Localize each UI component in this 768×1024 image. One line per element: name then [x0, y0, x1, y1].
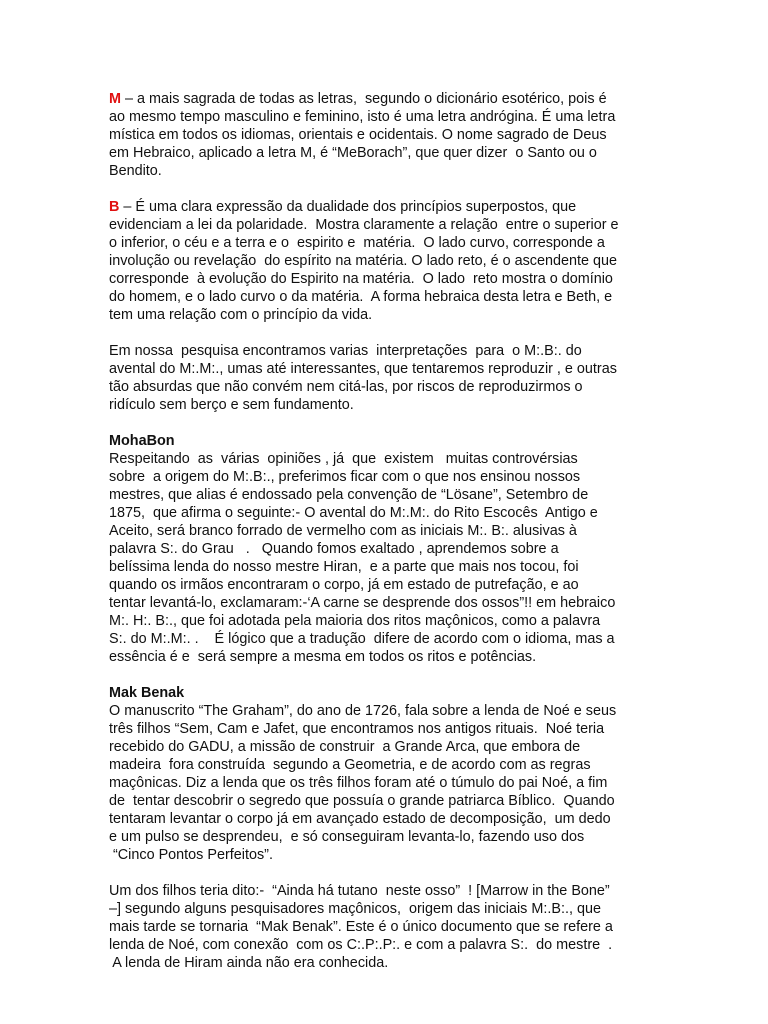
paragraph-intro — [109, 342, 659, 414]
text-line: A lenda de Hiram ainda não era conhecida. — [109, 955, 389, 971]
text-line: tentaram levantar o corpo já em avançado estado de decomposição, um dedo — [109, 811, 611, 827]
text-line: o inferior, o céu e a terra e o espirito e matéria. O lado curvo, corresponde a — [109, 235, 605, 251]
text-line: “Cinco Pontos Perfeitos”. — [109, 847, 273, 863]
text-line: tão absurdas que não convém nem citá-las, por riscos de reproduzirmos o — [109, 379, 583, 395]
text-line: Em nossa pesquisa encontramos varias interpretações para o M:.B:. do — [109, 343, 582, 359]
document-page — [109, 90, 659, 990]
paragraph-letter-m — [109, 90, 659, 180]
text-line: maçônicas. Diz a lenda que os três filhos foram até o túmulo do pai Noé, a fim — [109, 775, 608, 791]
section-heading-mohabon: MohaBon — [109, 433, 175, 449]
text-fragment: – a mais sagrada de todas as letras, segundo o dicionário esotérico, pois é — [121, 91, 607, 107]
text-line: do homem, e o lado curvo o da matéria. A forma hebraica desta letra e Beth, e — [109, 289, 613, 305]
paragraph-final — [109, 882, 659, 972]
text-line: e um pulso se desprendeu, e só conseguiram levanta-lo, fazendo uso dos — [109, 829, 585, 845]
text-line: em Hebraico, aplicado a letra M, é “MeBorach”, que quer dizer o Santo ou o — [109, 145, 597, 161]
text-line: madeira fora construída segundo a Geometria, e de acordo com as regras — [109, 757, 591, 773]
text-line: M:. H:. B:., que foi adotada pela maioria dos ritos maçônicos, como a palavra — [109, 613, 601, 629]
text-line: Bendito. — [109, 163, 162, 179]
text-line: corresponde à evolução do Espirito na matéria. O lado reto mostra o domínio — [109, 271, 613, 287]
text-line: palavra S:. do Grau . Quando fomos exaltado , aprendemos sobre a — [109, 541, 559, 557]
text-line: recebido do GADU, a missão de construir a Grande Arca, que embora de — [109, 739, 581, 755]
text-fragment: – É uma clara expressão da dualidade dos princípios superpostos, que — [119, 199, 577, 215]
text-line: Respeitando as várias opiniões , já que existem muitas controvérsias — [109, 451, 578, 467]
text-line: mística em todos os idiomas, orientais e ocidentais. O nome sagrado de Deus — [109, 127, 607, 143]
text-line: tem uma relação com o princípio da vida. — [109, 307, 373, 323]
text-line — [109, 90, 659, 108]
text-line: –] segundo alguns pesquisadores maçônicos, origem das iniciais M:.B:., que — [109, 901, 601, 917]
highlighted-letter-m: M — [109, 91, 121, 107]
text-line: tentar levantá-lo, exclamaram:-‘A carne se desprende dos ossos”!! em hebraico — [109, 595, 616, 611]
text-line: Um dos filhos teria dito:- “Ainda há tutano neste osso” ! [Marrow in the Bone” — [109, 883, 610, 899]
paragraph-letter-b — [109, 198, 659, 324]
text-line: mestres, que alias é endossado pela convenção de “Lösane”, Setembro de — [109, 487, 589, 503]
text-line: evidenciam a lei da polaridade. Mostra claramente a relação entre o superior e — [109, 217, 619, 233]
text-line: sobre a origem do M:.B:., preferimos ficar com o que nos ensinou nossos — [109, 469, 581, 485]
section-heading-makbenak: Mak Benak — [109, 685, 185, 701]
text-line: involução ou revelação do espírito na matéria. O lado reto, é o ascendente que — [109, 253, 617, 269]
text-line: belíssima lenda do nosso mestre Hiran, e a parte que mais nos tocou, foi — [109, 559, 579, 575]
text-line: lenda de Noé, com conexão com os C:.P:.P:. e com a palavra S:. do mestre . — [109, 937, 613, 953]
text-line: de tentar descobrir o segredo que possuía o grande patriarca Bíblico. Quando — [109, 793, 615, 809]
text-line: essência é e será sempre a mesma em todos os ritos e potências. — [109, 649, 537, 665]
text-line: Aceito, será branco forrado de vermelho com as iniciais M:. B:. alusivas à — [109, 523, 577, 539]
text-line: avental do M:.M:., umas até interessantes, que tentaremos reproduzir , e outras — [109, 361, 617, 377]
text-line: S:. do M:.M:. . É lógico que a tradução difere de acordo com o idioma, mas a — [109, 631, 615, 647]
text-line: quando os irmãos encontraram o corpo, já em estado de putrefação, e ao — [109, 577, 579, 593]
text-line: mais tarde se tornaria “Mak Benak”. Este é o único documento que se refere a — [109, 919, 613, 935]
text-line: ao mesmo tempo masculino e feminino, isto é uma letra andrógina. É uma letra — [109, 109, 616, 125]
text-line: 1875, que afirma o seguinte:- O avental do M:.M:. do Rito Escocês Antigo e — [109, 505, 598, 521]
section-mohabon — [109, 432, 659, 666]
text-line: ridículo sem berço e sem fundamento. — [109, 397, 354, 413]
section-makbenak — [109, 684, 659, 864]
text-line — [109, 198, 659, 216]
text-line: O manuscrito “The Graham”, do ano de 1726, fala sobre a lenda de Noé e seus — [109, 703, 617, 719]
text-line: três filhos “Sem, Cam e Jafet, que encontramos nos antigos rituais. Noé teria — [109, 721, 605, 737]
highlighted-letter-b: B — [109, 199, 120, 215]
